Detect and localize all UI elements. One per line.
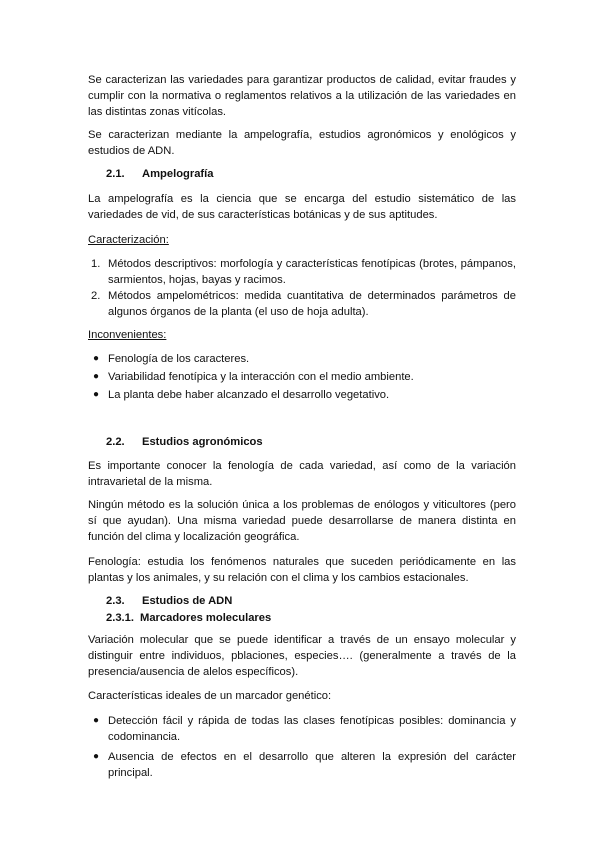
list-marker: 1. [91, 258, 101, 270]
section-title: Estudios agronómicos [142, 436, 263, 448]
list-item-text: Ausencia de efectos en el desarrollo que alteren la expresión del carácter principal. [108, 751, 516, 779]
bullet-icon: ● [93, 371, 100, 382]
inconvenientes-list [88, 351, 516, 403]
inconvenientes-label: Inconvenientes: [88, 329, 167, 341]
list-item-text: La planta debe haber alcanzado el desarrollo vegetativo. [108, 389, 390, 401]
list-item [88, 369, 516, 385]
methods-paragraph: Se caracterizan mediante la ampelografía, estudios agronómicos y enológicos y estudios de ADN. [88, 129, 516, 157]
list-item-text: Variabilidad fenotípica y la interacción con el medio ambiente. [108, 371, 414, 383]
phenology-definition-paragraph: Fenología: estudia los fenómenos naturales que suceden periódicamente en las plantas y los animales, y su relación con el clima y los cambios estacionales. [88, 556, 516, 584]
intro-paragraph: Se caracterizan las variedades para garantizar productos de calidad, evitar fraudes y cumplir con la normativa o reglamentos relativos a la utilización de las variedades en las distintas zonas vitícolas. [88, 74, 516, 118]
section-title: Ampelografía [142, 168, 214, 180]
bullet-icon: ● [93, 751, 100, 762]
section-heading-2-3 [106, 593, 232, 609]
list-item-text: Métodos ampelométricos: medida cuantitativa de determinados parámetros de algunos órganos de la planta (el uso de hoja adulta). [108, 290, 516, 318]
section-number: 2.1. [106, 168, 125, 180]
caracterizacion-list [88, 256, 516, 320]
bullet-icon: ● [93, 353, 100, 364]
list-item-text: Fenología de los caracteres. [108, 353, 250, 365]
list-marker: 2. [91, 290, 101, 302]
list-item [88, 256, 516, 288]
list-item-text: Métodos descriptivos: morfología y características fenotípicas (brotes, pámpanos, sarmientos, hojas, bayas y racimos. [108, 258, 516, 286]
list-item [88, 749, 516, 781]
list-item [88, 713, 516, 745]
list-item [88, 387, 516, 403]
ideal-characteristics-list [88, 713, 516, 781]
section-number: 2.3.1. [106, 612, 134, 624]
bullet-icon: ● [93, 389, 100, 400]
section-heading-2-2 [106, 434, 263, 450]
section-title: Estudios de ADN [142, 595, 233, 607]
section-title: Marcadores moleculares [140, 612, 272, 624]
caracterizacion-label: Caracterización: [88, 234, 169, 246]
list-item [88, 351, 516, 367]
ideal-marker-intro: Características ideales de un marcador genético: [88, 690, 332, 702]
ampelography-paragraph: La ampelografía es la ciencia que se encarga del estudio sistemático de las variedades de vid, de sus características botánicas y de sus aptitudes. [88, 193, 516, 221]
section-number: 2.3. [106, 595, 125, 607]
list-item [88, 288, 516, 320]
list-item-text: Detección fácil y rápida de todas las clases fenotípicas posibles: dominancia y codominancia. [108, 715, 516, 743]
section-heading-2-3-1 [106, 610, 271, 626]
methods-limitations-paragraph: Ningún método es la solución única a los problemas de enólogos y viticultores (pero sí que ayudan). Una misma variedad puede desarrollarse de manera distinta en función del clima y localización geográfica. [88, 499, 516, 543]
bullet-icon: ● [93, 715, 100, 726]
molecular-variation-paragraph: Variación molecular que se puede identificar a través de un ensayo molecular y distinguir entre individuos, pblaciones, especies…. (generalmente a través de la presencia/ausencia de alelos específicos). [88, 634, 516, 678]
phenology-paragraph: Es importante conocer la fenología de cada variedad, así como de la variación intravarietal de la misma. [88, 460, 516, 488]
section-heading-2-1 [106, 166, 214, 182]
section-number: 2.2. [106, 436, 125, 448]
